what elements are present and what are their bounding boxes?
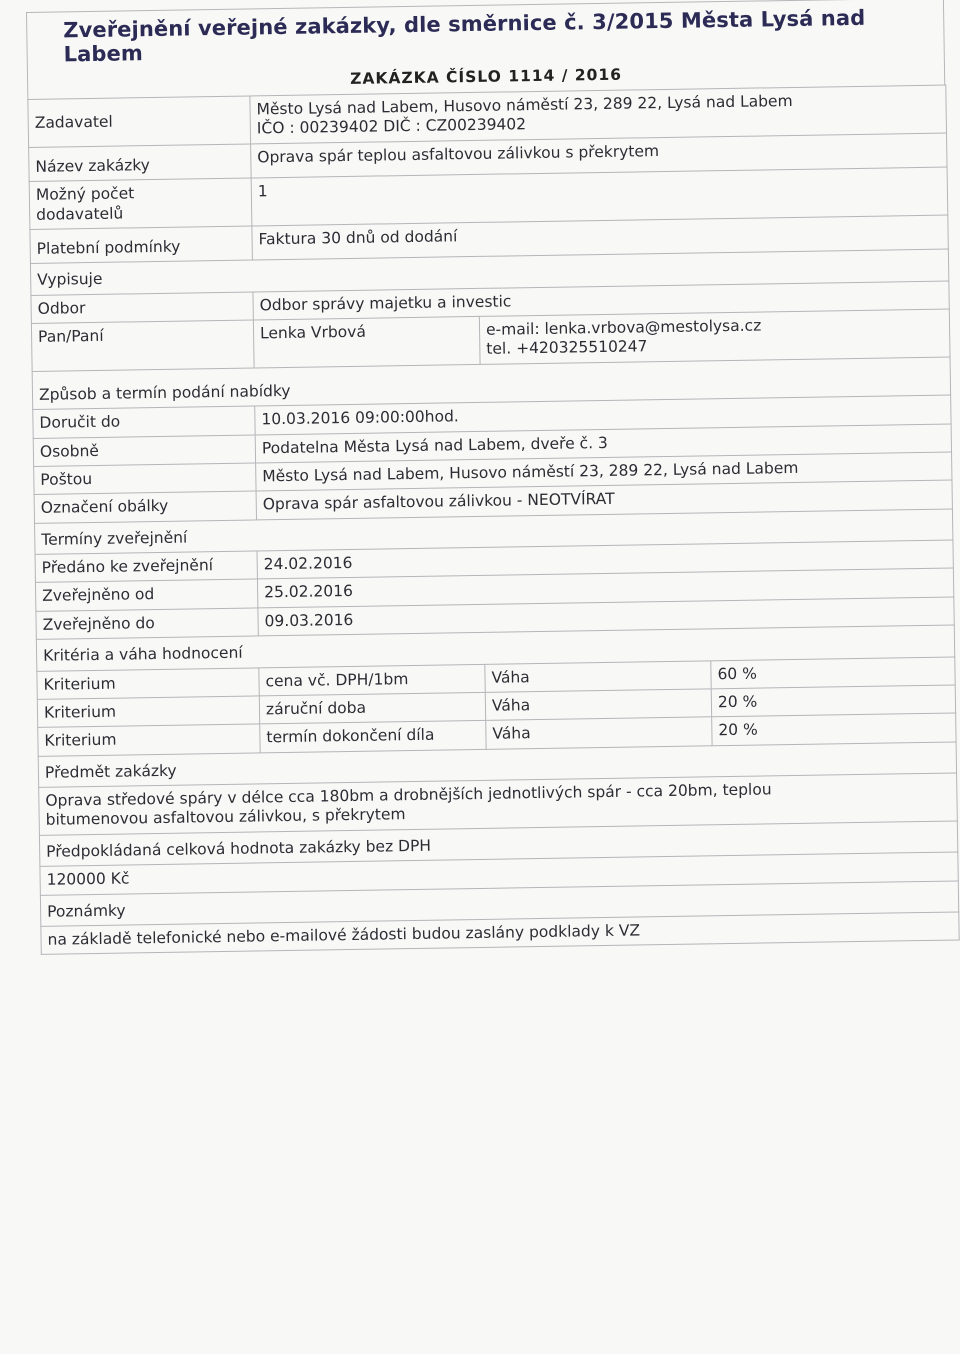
value-nazev: Oprava spár teplou asfaltovou zálivkou s překrytem: [251, 133, 947, 178]
section-vypisuje: Vypisuje: [30, 249, 948, 295]
contract-table: [27, 85, 959, 956]
document: [26, 0, 959, 955]
label-kriterium: Kriterium: [37, 696, 259, 728]
kriterium-vaha-value: 20 %: [711, 685, 955, 717]
section-predmet: Předmět zakázky: [38, 742, 956, 788]
label-odbor: Odbor: [31, 292, 253, 324]
value-pocet: 1: [251, 167, 948, 226]
value-contact: [479, 309, 950, 364]
section-hodnota: Předpokládaná celková hodnota zakázky bez DPH: [39, 821, 957, 867]
zadavatel-address: Město Lysá nad Labem, Husovo náměstí 23, 289 22, Lysá nad Labem: [256, 91, 793, 119]
value-obalka: Oprava spár asfaltovou zálivkou - NEOTVÍRAT: [256, 480, 952, 519]
value-pan: Lenka Vrbová: [253, 316, 480, 367]
kriterium-vaha-label: Váha: [485, 660, 711, 692]
kriterium-vaha-label: Váha: [485, 689, 711, 721]
value-hodnota: 120000 Kč: [40, 852, 958, 895]
label-zverejneno-do: Zveřejněno do: [36, 608, 258, 640]
label-pocet: [29, 178, 252, 229]
label-predano: Předáno ke zveřejnění: [35, 551, 257, 583]
kriterium-vaha-value: 60 %: [711, 656, 955, 688]
label-zadavatel: Zadavatel: [28, 96, 251, 147]
label-dorucit: Doručit do: [33, 406, 255, 438]
zadavatel-ico-dic: IČO : 00239402 DIČ : CZ00239402: [256, 115, 527, 138]
section-poznamky: Poznámky: [40, 880, 958, 926]
label-kriterium: Kriterium: [38, 724, 260, 756]
section-terminy: Termíny zveřejnění: [35, 509, 953, 555]
value-platebni: Faktura 30 dnů od dodání: [252, 215, 948, 260]
value-odbor: Odbor správy majetku a investic: [253, 281, 949, 320]
kriterium-name: cena vč. DPH/1bm: [259, 664, 485, 696]
kriterium-vaha-value: 20 %: [712, 713, 956, 745]
section-zpusob: Způsob a termín podání nabídky: [32, 357, 951, 410]
kriterium-vaha-label: Váha: [486, 717, 712, 749]
kriterium-name: záruční doba: [259, 692, 485, 724]
label-osobne: Osobně: [33, 434, 255, 466]
contact-phone: tel. +420325510247: [486, 337, 648, 359]
label-zverejneno-od: Zveřejněno od: [35, 579, 257, 611]
kriterium-name: termín dokončení díla: [260, 721, 486, 753]
label-pan: Pan/Paní: [31, 320, 254, 371]
label-postou: Poštou: [34, 463, 256, 495]
value-postou: Město Lysá nad Labem, Husovo náměstí 23, 289 22, Lysá nad Labem: [256, 452, 952, 491]
section-kriteria: Kritéria a váha hodnocení: [36, 625, 954, 671]
label-nazev: Název zakázky: [29, 144, 252, 182]
value-dorucit: 10.03.2016 09:00:00hod.: [255, 395, 951, 434]
predmet-line1: Oprava středové spáry v délce cca 180bm a drobnějších jednotlivých spár - cca 20bm, teplou: [45, 780, 772, 810]
value-poznamky: na základě telefonické nebo e-mailové žádosti budou zaslány podklady k VZ: [41, 912, 959, 955]
value-osobne: Podatelna Města Lysá nad Labem, dveře č. 3: [255, 424, 951, 463]
value-predano: 24.02.2016: [257, 540, 953, 579]
value-zverejneno-od: 25.02.2016: [257, 568, 953, 607]
label-kriterium: Kriterium: [37, 667, 259, 699]
predmet-line2: bitumenovou asfaltovou zálivkou, s překrytem: [45, 805, 406, 830]
label-obalka: Označení obálky: [34, 491, 256, 523]
contract-number: ZAKÁZKA ČÍSLO 1114 / 2016: [27, 57, 945, 99]
label-pocet-line1: Možný počet: [35, 184, 135, 204]
value-zverejneno-do: 09.03.2016: [258, 597, 954, 636]
contact-email: e-mail: lenka.vrbova@mestolysa.cz: [485, 316, 762, 339]
label-platebni: Platební podmínky: [30, 226, 253, 264]
label-pocet-line2: dodavatelů: [36, 203, 124, 224]
document-title: Zveřejnění veřejné zakázky, dle směrnice č. 3/2015 Města Lysá nad Labem: [26, 0, 945, 71]
